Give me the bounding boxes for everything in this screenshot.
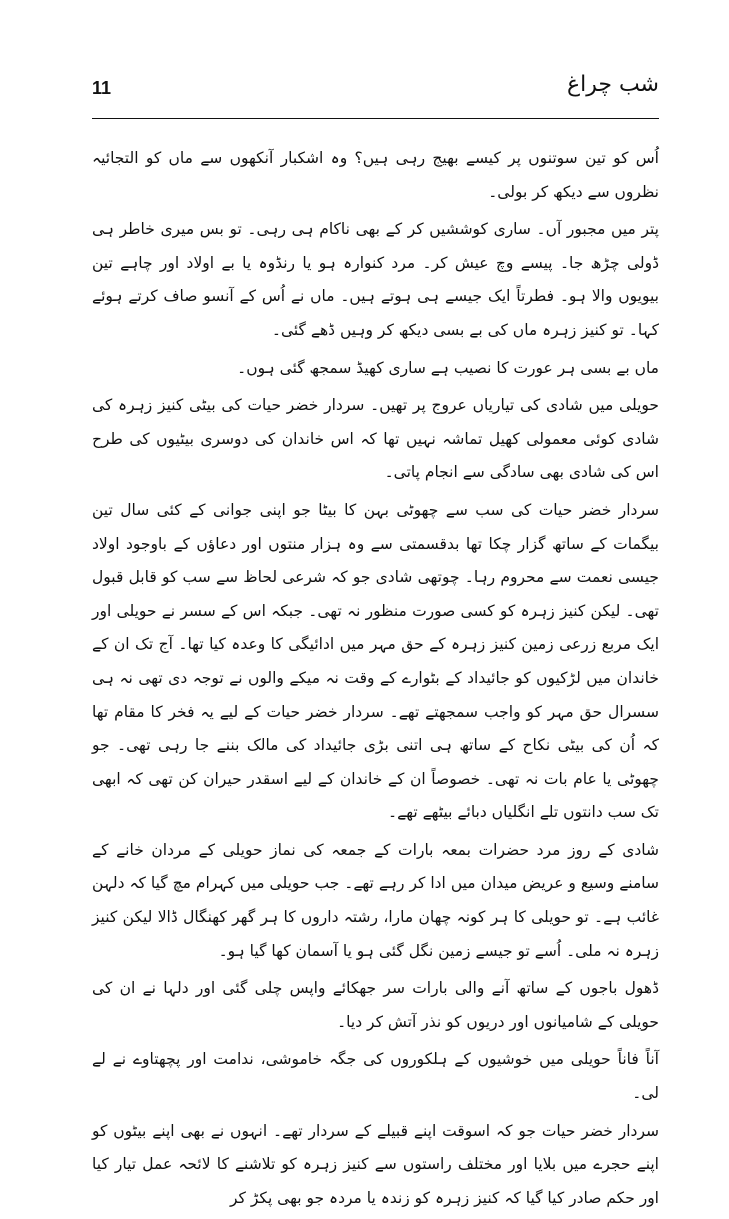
paragraph: اُس کو تین سوتنوں پر کیسے بھیج رہی ہیں؟ وہ اشکبار آنکھوں سے ماں کو التجائیہ نظروں سے دیکھ کر بولی۔ xyxy=(92,149,659,201)
header-divider xyxy=(92,118,659,119)
paragraph: شادی کے روز مرد حضرات بمعہ بارات کے جمعہ کی نماز حویلی کے مردان خانے کے سامنے وسیع و عریض میدان میں ادا کر رہے تھے۔ جب حویلی میں کہرام مچ گیا کہ دلہن غائب ہے۔ تو حویلی کا ہر کونہ چھان مارا، رشتہ داروں کا ہر گھر کھنگال ڈالا لیکن کنیز زہرہ نہ ملی۔ اُسے تو جیسے زمین نگل گئی ہو یا آسمان کھا گیا ہو۔ xyxy=(92,840,659,960)
paragraph: ڈھول باجوں کے ساتھ آنے والی بارات سر جھکائے واپس چلی گئی اور دلہا نے ان کی حویلی کے شامیانوں اور دریوں کو نذر آتش کر دیا۔ xyxy=(92,979,659,1031)
paragraph: سردار خضر حیات کی سب سے چھوٹی بہن کا بیٹا جو اپنی جوانی کے کئی سال تین بیگمات کے ساتھ گزار چکا تھا بدقسمتی سے وہ ہزار منتوں اور دعاؤں کے باوجود اولاد جیسی نعمت سے محروم رہا۔ چوتھی شادی جو کہ شرعی لحاظ سے سب کو قابل قبول تھی۔ لیکن کنیز زہرہ کو کسی صورت منظور نہ تھی۔ جبکہ اس کے سسر نے حویلی اور ایک مربع زرعی زمین کنیز زہرہ کے حق مہر میں ادائیگی کا وعدہ کیا تھا۔ آج تک ان کے خاندان میں لڑکیوں کو جائیداد کے بٹوارے کے وقت نہ میکے والوں نے توجہ دی تھی نہ ہی سسرال حق مہر کو واجب سمجھتے تھے۔ سردار خضر حیات کے لیے یہ فخر کا مقام تھا کہ اُن کی بیٹی نکاح کے ساتھ ہی اتنی بڑی جائیداد کی مالک بننے جا رہی تھی۔ جو چھوٹی یا عام بات نہ تھی۔ خصوصاً ان کے خاندان کے لیے اسقدر حیران کن تھی کہ ابھی تک سب دانتوں تلے انگلیاں دبائے بیٹھے تھے۔ xyxy=(92,500,659,822)
paragraph: آناً فاناً حویلی میں خوشیوں کے ہلکوروں کی جگہ خاموشی، ندامت اور پچھتاوے نے لے لی۔ xyxy=(92,1050,659,1103)
paragraph: حویلی میں شادی کی تیاریاں عروج پر تھیں۔ سردار خضر حیات کی بیٹی کنیز زہرہ کی شادی کوئی معمولی کھیل تماشہ نہیں تھا کہ اس خاندان کی دوسری بیٹیوں کی طرح اس کی شادی بھی سادگی سے انجام پاتی۔ xyxy=(92,396,659,482)
paragraph: سردار خضر حیات جو کہ اسوقت اپنے قبیلے کے سردار تھے۔ انہوں نے بھی اپنے بیٹوں کو اپنے حجرے میں بلایا اور مختلف راستوں سے کنیز زہرہ کو تلاشنے کا لائحہ عمل تیار کیا اور حکم صادر کیا گیا کہ کنیز زہرہ کو زندہ یا مردہ جو بھی پکڑ کر xyxy=(92,1121,659,1207)
page-body xyxy=(92,142,659,1219)
page-number: 11 xyxy=(92,78,112,98)
paragraph: پتر میں مجبور آں۔ ساری کوششیں کر کے بھی ناکام ہی رہی۔ تو بس میری خاطر ہی ڈولی چڑھ جا۔ پیسے وچ عیش کر۔ مرد کنوارہ ہو یا رنڈوہ یا بے اولاد اور چاہے تین بیویوں والا ہو۔ فطرتاً ایک جیسے ہی ہوتے ہیں۔ ماں نے اُس کے آنسو صاف کرتے ہوئے کہا۔ تو کنیز زہرہ ماں کی بے بسی دیکھ کر وہیں ڈھے گئی۔ xyxy=(92,220,659,339)
paragraph: ماں بے بسی ہر عورت کا نصیب ہے ساری کھیڈ سمجھ گئی ہوں۔ xyxy=(237,358,659,377)
book-title: شب چراغ xyxy=(566,72,659,97)
page-header xyxy=(92,72,659,116)
